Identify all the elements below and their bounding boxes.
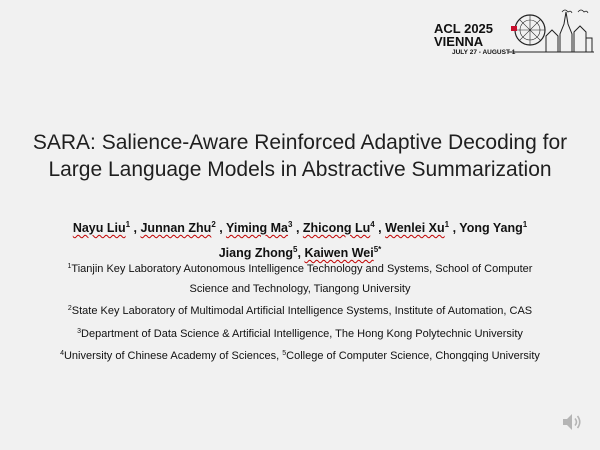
- logo-text: [434, 22, 493, 48]
- affiliation-4-5: [20, 344, 580, 367]
- affiliation-text: College of Computer Science, Chongqing University: [286, 350, 540, 362]
- acl-2025-logo: [434, 6, 594, 62]
- affiliation-sup: 1: [67, 263, 72, 270]
- title-line2: Large Language Models in Abstractive Summarization: [48, 158, 552, 181]
- affiliation-2: [20, 299, 580, 322]
- author-name: Yong Yang: [459, 221, 523, 235]
- speaker-icon[interactable]: [560, 410, 584, 434]
- logo-dates: JULY 27 - AUGUST 1: [452, 49, 516, 56]
- author-line-1: Nayu Liu$^1$ , Junnan Zhu$^2$ , Yiming Ma$^3$ , Zhicong Lu$^4$ , Wenlei Xu$^1$ , Yong Yang$^1$: [72, 220, 528, 235]
- affiliation-text: Department of Data Science & Artificial Intelligence, The Hong Kong Polytechnic University: [81, 327, 523, 340]
- author-affiliation-sup: 5*: [373, 245, 382, 254]
- affiliation-sup: 2: [67, 305, 72, 312]
- author-affiliation-sup: 1: [125, 220, 131, 229]
- author-name: Wenlei Xu: [385, 221, 445, 235]
- affiliation-sup: 5: [282, 350, 287, 357]
- author-name: Jiang Zhong: [218, 246, 294, 260]
- author-affiliation-sup: 2: [211, 220, 216, 229]
- affiliation-sup: 4: [60, 350, 64, 357]
- author-affiliation-sup: 5: [293, 245, 298, 254]
- author-affiliation-sup: 1: [522, 220, 528, 229]
- affiliation-3: [20, 322, 580, 345]
- affiliation-text: University of Chinese Academy of Sciences,: [63, 350, 283, 362]
- title-line1: SARA: Salience-Aware Reinforced Adaptive Decoding for: [32, 131, 568, 154]
- affiliation-sup: 3: [77, 327, 82, 335]
- author-name: Zhicong Lu: [302, 221, 371, 235]
- author-affiliation-sup: 4: [370, 220, 375, 229]
- logo-line1: ACL 2025: [434, 21, 494, 36]
- affiliation-text: State Key Laboratory of Multimodal Artificial Intelligence Systems, Institute of Automation, CAS: [71, 305, 533, 317]
- author-name: Yiming Ma: [225, 221, 289, 235]
- vienna-skyline-icon: [508, 6, 594, 56]
- author-line-2: Jiang Zhong$^5$, Kaiwen Wei$^{5*}$: [218, 245, 382, 260]
- author-name: Nayu Liu: [72, 221, 126, 235]
- affiliation-text: Tianjin Key Laboratory Autonomous Intelligence Technology and Systems, School of Computer: [71, 263, 533, 275]
- author-name: Kaiwen Wei: [304, 246, 374, 260]
- slide-title: [20, 129, 580, 183]
- author-affiliation-sup: 3: [288, 220, 293, 229]
- author-affiliation-sup: 1: [444, 220, 450, 229]
- author-name: Junnan Zhu: [140, 221, 212, 235]
- affiliation-1-line-1: [20, 257, 580, 280]
- affiliation-1-line-2: Science and Technology, Tiangong University: [189, 282, 411, 295]
- affiliation-list: [20, 257, 580, 367]
- logo-line2: VIENNA: [434, 34, 484, 49]
